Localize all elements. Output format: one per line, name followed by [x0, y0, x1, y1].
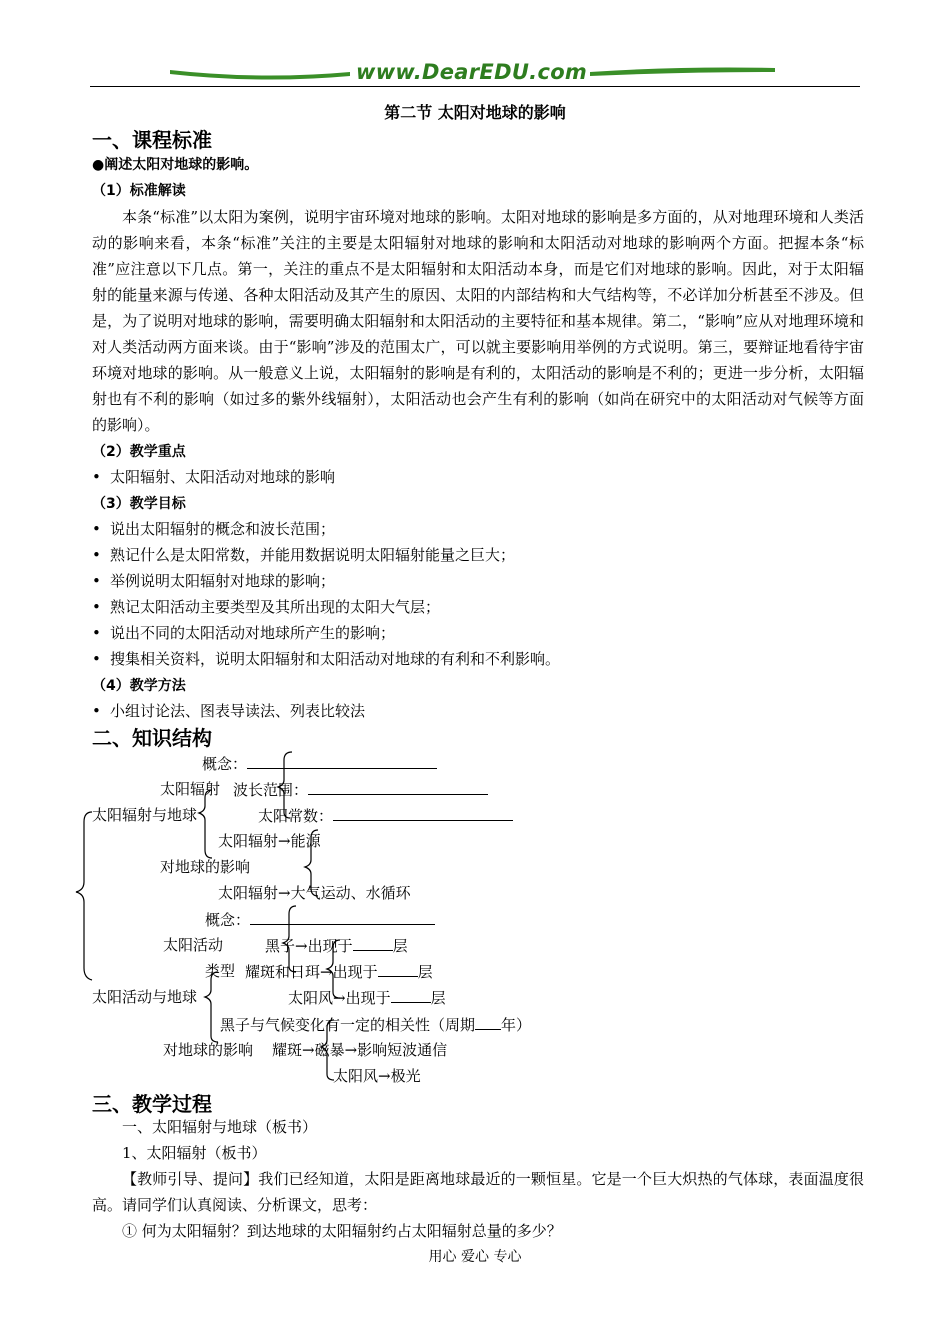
ks-radiation-energy: 太阳辐射→能源 [218, 832, 321, 850]
sub-heading-4: （4）教学方法 [92, 678, 186, 694]
process-line-1: 一、太阳辐射与地球（板书） [122, 1118, 318, 1136]
ks-flare: 耀斑和日珥→出现于 层 [245, 960, 433, 982]
ks-impact-1: 对地球的影响 [160, 858, 251, 876]
header-divider [90, 86, 860, 87]
header-logo-text[interactable]: www.DearEDU.com [356, 60, 588, 84]
focus-item: • 太阳辐射、太阳活动对地球的影响 [92, 468, 336, 486]
process-paragraph: 【教师引导、提问】我们已经知道，太阳是距离地球最近的一颗恒星。它是一个巨大炽热的气体球，表面温度很高。请同学们认真阅读、分析课文，思考： [92, 1170, 864, 1214]
sub-heading-3: （3）教学目标 [92, 496, 186, 512]
goal-item: • 说出不同的太阳活动对地球所产生的影响； [92, 624, 396, 642]
goal-item: • 说出太阳辐射的概念和波长范围； [92, 520, 336, 538]
standard-statement: ●阐述太阳对地球的影响。 [92, 157, 259, 173]
process-question: ① 何为太阳辐射？到达地球的太阳辐射约占太阳辐射总量的多少？ [122, 1222, 562, 1240]
ks-solar-constant: 太阳常数： [258, 804, 513, 826]
brace-act-earth [205, 972, 218, 1042]
goal-item: • 熟记什么是太阳常数，并能用数据说明太阳辐射能量之巨大； [92, 546, 516, 564]
section2-heading: 二、知识结构 [92, 726, 212, 750]
ks-activity-earth: 太阳活动与地球 [92, 988, 198, 1006]
ks-wind-aurora: 太阳风→极光 [333, 1067, 421, 1085]
goal-item: • 举例说明太阳辐射对地球的影响； [92, 572, 336, 590]
ks-radiation-earth: 太阳辐射与地球 [92, 806, 198, 824]
page-title: 第二节 太阳对地球的影响 [384, 103, 566, 122]
ks-impact-2: 对地球的影响 [163, 1041, 254, 1059]
section1-heading: 一、课程标准 [92, 128, 212, 152]
ks-solar-wind: 太阳风→出现于 层 [288, 986, 446, 1008]
sub-heading-2: （2）教学重点 [92, 444, 186, 460]
goal-item: • 熟记太阳活动主要类型及其所出现的太阳大气层； [92, 598, 441, 616]
ks-activity: 太阳活动 [163, 936, 224, 954]
ks-concept-2: 概念： [205, 908, 435, 930]
section3-heading: 三、教学过程 [92, 1092, 212, 1116]
ks-climate: 黑子与气候变化有一定的相关性（周期 年） [220, 1013, 531, 1035]
process-line-2: 1、太阳辐射（板书） [122, 1144, 267, 1162]
brace-rad-earth [199, 790, 212, 858]
ks-concept-1: 概念： [202, 752, 437, 774]
sub-heading-1: （1）标准解读 [92, 183, 186, 199]
standard-paragraph: 本条“标准”以太阳为案例，说明宇宙环境对地球的影响。太阳对地球的影响是多方面的，从对地理环境和人类活动的影响来看，本条“标准”关注的主要是太阳辐射对地球的影响和太阳活动对地球的影响两个方面。把握本条“标准”应注意以下几点。第一，关注的重点不是太阳辐射和太阳活动本身，而是它们对地球的影响。因此，对于太阳辐射的能量来源与传递、各种太阳活动及其产生的原因、太阳的内部结构和大气结构等，不必详加分析甚至不涉及。但是，为了说明对地球的影响，需要明确太阳辐射和太阳活动的主要特征和基本规律。第二，“影响”应从对地理环境和对人类活动两方面来谈。由于“影响”涉及的范围太广，可以就主要影响用举例的方式说明。第三，要辩证地看待宇宙环境对地球的影响。从一般意义上说，太阳辐射的影响是有利的，太阳活动的影响是不利的；更进一步分析，太阳辐射也有不利的影响（如过多的紫外线辐射），太阳活动也会产生有利的影响（如尚在研究中的太阳活动对气候等方面的影响）。 [92, 208, 864, 434]
method-item: • 小组讨论法、图表导读法、列表比较法 [92, 702, 366, 720]
ks-types: 类型 [205, 962, 236, 980]
ks-wavelength: 波长范围： [233, 778, 488, 800]
ks-radiation-cycle: 太阳辐射→大气运动、水循环 [218, 884, 411, 902]
footer-slogan: 用心 爱心 专心 [428, 1249, 522, 1265]
goal-item: • 搜集相关资料，说明太阳辐射和太阳活动对地球的有利和不利影响。 [92, 650, 561, 668]
brace-outer [76, 812, 92, 980]
ks-sunspot: 黑子→出现于 层 [265, 934, 408, 956]
ks-flare-impact: 耀斑→磁暴→影响短波通信 [272, 1041, 448, 1059]
ks-radiation: 太阳辐射 [160, 780, 221, 798]
